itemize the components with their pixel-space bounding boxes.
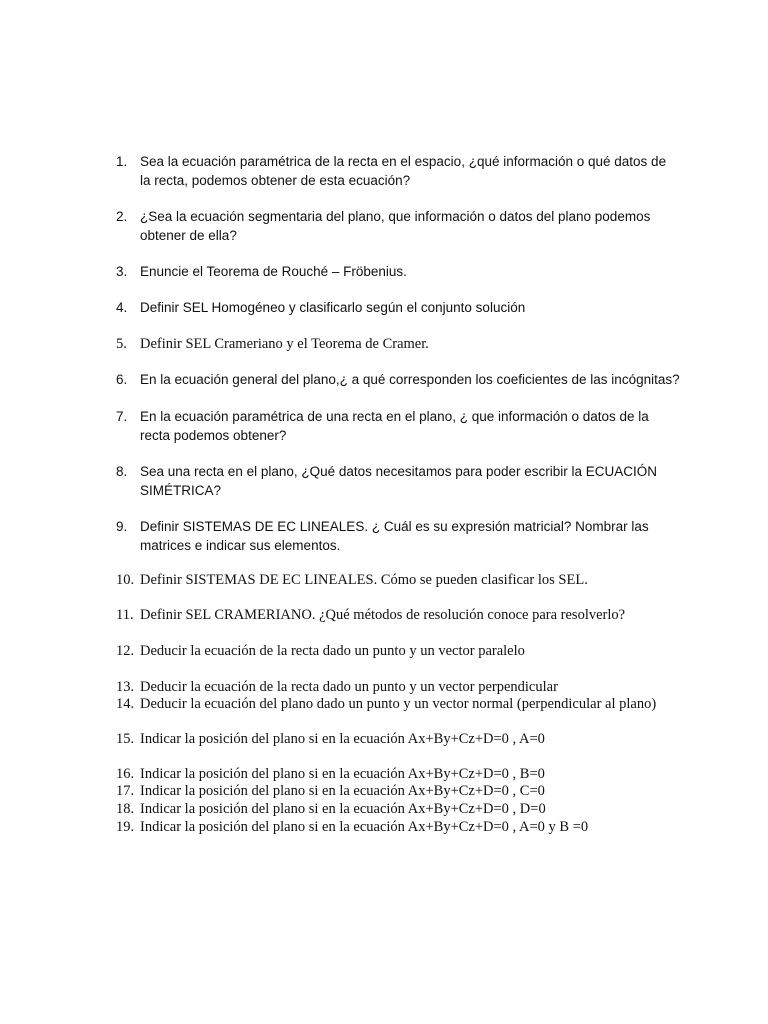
question-line: Deducir la ecuación de la recta dado un punto y un vector perpendicular — [140, 679, 558, 695]
question-number: 19. — [116, 819, 135, 835]
question-line: Definir SEL Homogéneo y clasificarlo según el conjunto solución — [140, 300, 526, 315]
question-line: Definir SISTEMAS DE EC LINEALES. ¿ Cuál es su expresión matricial? Nombrar las — [140, 519, 649, 534]
question-text — [140, 782, 545, 800]
question-text — [140, 298, 525, 317]
question-line: la recta, podemos obtener de esta ecuación? — [140, 173, 411, 188]
question-number: 18. — [116, 801, 135, 817]
question-line: Deducir la ecuación del plano dado un punto y un vector normal (perpendicular al plano) — [140, 696, 657, 712]
question-number: 15. — [116, 731, 135, 747]
question-line: En la ecuación general del plano,¿ a qué corresponden los coeficientes de las incógnitas? — [140, 372, 680, 387]
question-number: 7. — [116, 409, 128, 424]
question-number: 11. — [116, 607, 134, 623]
question-line: obtener de ella? — [140, 228, 237, 243]
question-line: ¿Sea la ecuación segmentaria del plano, que información o datos del plano podemos — [140, 209, 651, 224]
question-text — [140, 335, 429, 353]
question-number: 1. — [116, 154, 128, 169]
question-line: SIMÉTRICA? — [140, 483, 222, 498]
question-line: Indicar la posición del plano si en la ecuación Ax+By+Cz+D=0 , B=0 — [140, 766, 545, 782]
question-number: 14. — [116, 696, 135, 712]
question-line: Definir SEL Crameriano y el Teorema de Cramer. — [140, 336, 429, 352]
question-text — [140, 370, 680, 389]
question-text — [140, 678, 558, 696]
question-number: 5. — [116, 336, 127, 352]
question-number: 13. — [116, 679, 135, 695]
question-line: Indicar la posición del plano si en la ecuación Ax+By+Cz+D=0 , D=0 — [140, 801, 546, 817]
question-line: Indicar la posición del plano si en la ecuación Ax+By+Cz+D=0 , C=0 — [140, 783, 545, 799]
question-number: 12. — [116, 643, 135, 659]
question-text — [140, 207, 650, 245]
question-text — [140, 606, 625, 624]
question-line: Sea la ecuación paramétrica de la recta en el espacio, ¿qué información o qué datos de — [140, 154, 667, 169]
question-text — [140, 517, 649, 555]
question-line: Definir SEL CRAMERIANO. ¿Qué métodos de resolución conoce para resolverlo? — [140, 607, 626, 623]
question-text — [140, 571, 588, 589]
question-line: En la ecuación paramétrica de una recta en el plano, ¿ que información o datos de la — [140, 409, 649, 424]
question-line: Indicar la posición del plano si en la ecuación Ax+By+Cz+D=0 , A=0 — [140, 731, 545, 747]
question-line: Definir SISTEMAS DE EC LINEALES. Cómo se pueden clasificar los SEL. — [140, 572, 588, 588]
question-text — [140, 695, 656, 713]
question-number: 10. — [116, 572, 135, 588]
question-line: recta podemos obtener? — [140, 428, 287, 443]
question-text — [140, 152, 666, 190]
question-line: Enuncie el Teorema de Rouché – Fröbenius. — [140, 264, 407, 279]
question-number: 4. — [116, 300, 128, 315]
question-text — [140, 262, 407, 281]
question-number: 6. — [116, 372, 128, 387]
question-text — [140, 642, 525, 660]
question-number: 3. — [116, 264, 128, 279]
question-line: Deducir la ecuación de la recta dado un punto y un vector paralelo — [140, 643, 525, 659]
question-text — [140, 462, 657, 500]
question-text — [140, 765, 545, 783]
question-text — [140, 800, 546, 818]
question-line: Sea una recta en el plano, ¿Qué datos necesitamos para poder escribir la ECUACIÓN — [140, 464, 658, 479]
question-text — [140, 730, 545, 748]
question-number: 2. — [116, 209, 128, 224]
question-number: 9. — [116, 519, 128, 534]
question-line: Indicar la posición del plano si en la ecuación Ax+By+Cz+D=0 , A=0 y B =0 — [140, 819, 589, 835]
question-number: 17. — [116, 783, 135, 799]
question-number: 8. — [116, 464, 128, 479]
question-line: matrices e indicar sus elementos. — [140, 538, 341, 553]
question-number: 16. — [116, 766, 135, 782]
question-text — [140, 818, 588, 836]
question-text — [140, 407, 649, 445]
